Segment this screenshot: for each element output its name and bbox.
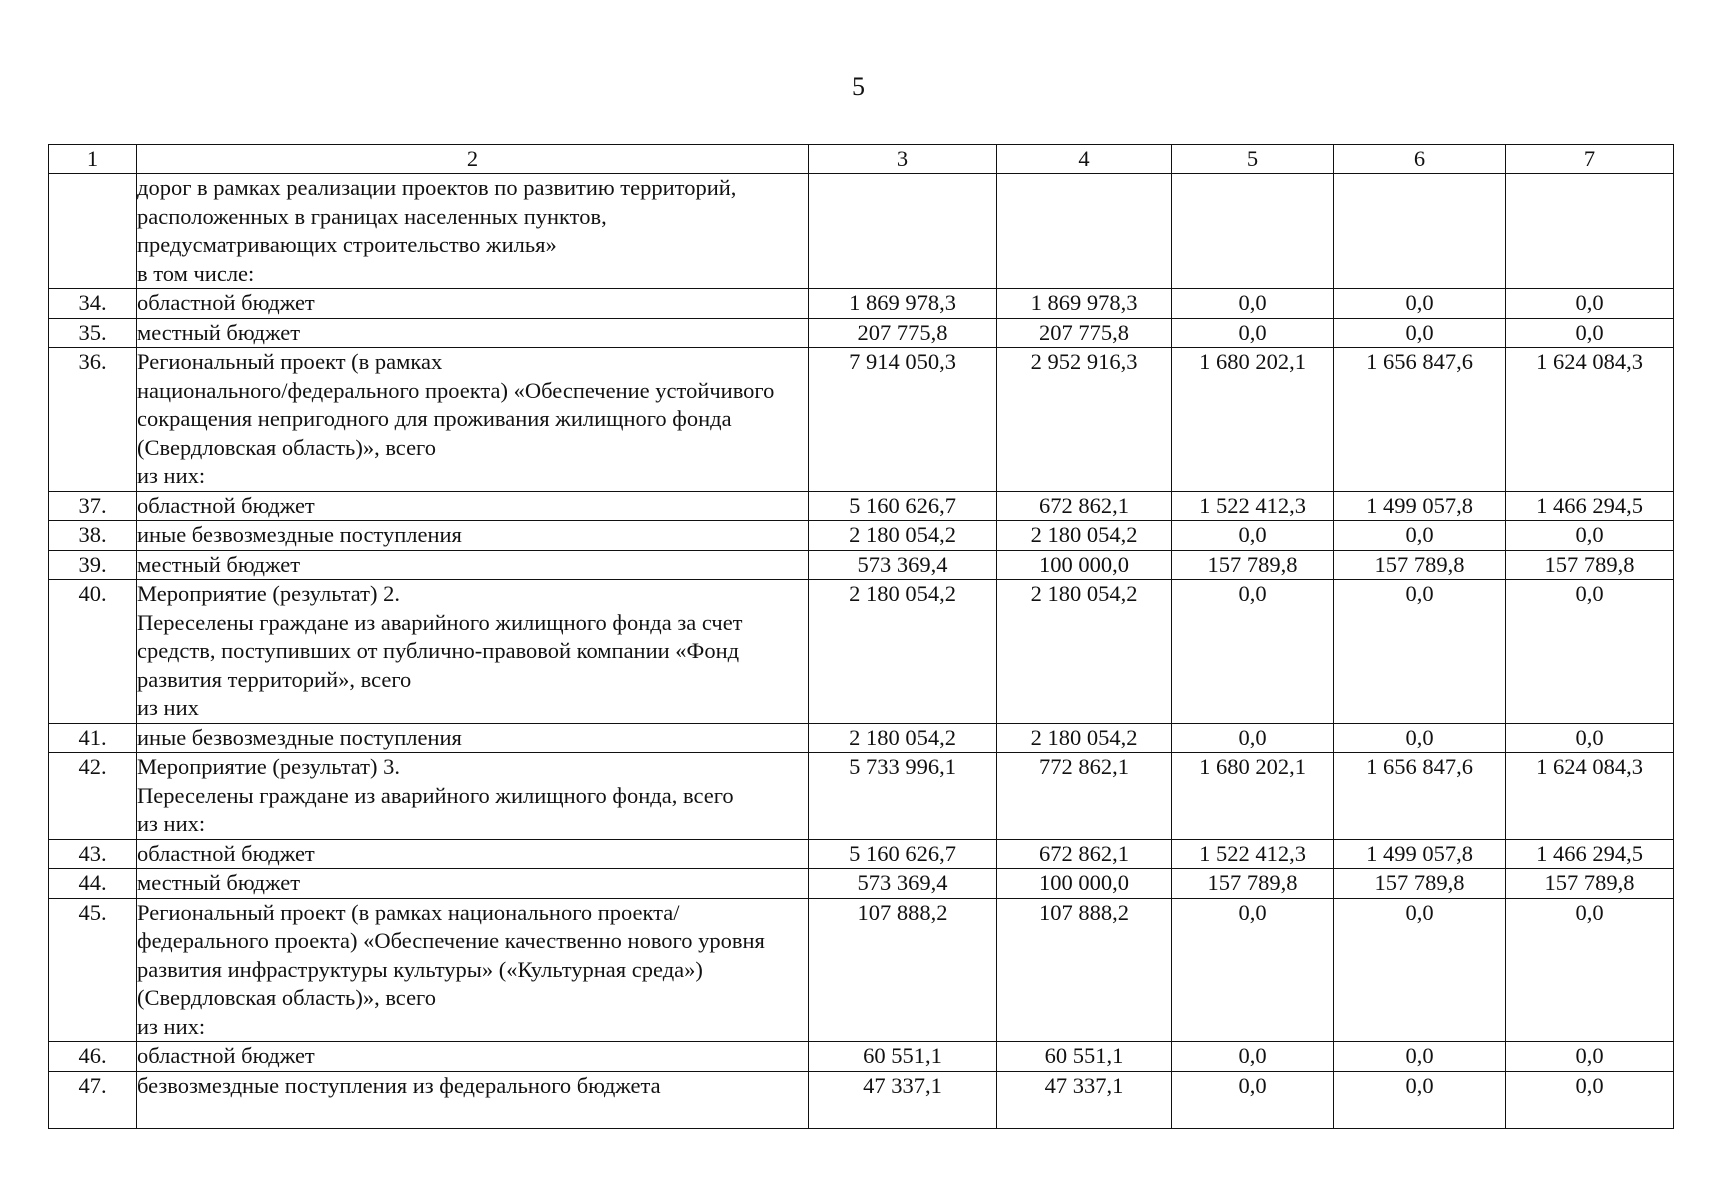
row-value-col-5: 1 680 202,1 bbox=[1172, 753, 1334, 840]
row-number: 35. bbox=[49, 318, 137, 348]
row-value-col-3: 60 551,1 bbox=[809, 1042, 997, 1072]
table-row bbox=[49, 1042, 1674, 1072]
row-value-col-4 bbox=[997, 174, 1172, 289]
row-value-col-7: 0,0 bbox=[1506, 1071, 1674, 1128]
row-value-col-6: 0,0 bbox=[1334, 898, 1506, 1042]
column-header: 3 bbox=[809, 145, 997, 174]
page-number: 5 bbox=[852, 72, 865, 101]
column-header: 6 bbox=[1334, 145, 1506, 174]
row-name: местный бюджет bbox=[137, 869, 809, 899]
row-number: 47. bbox=[49, 1071, 137, 1128]
row-value-col-5: 0,0 bbox=[1172, 723, 1334, 753]
row-value-col-3: 573 369,4 bbox=[809, 550, 997, 580]
row-value-col-3 bbox=[809, 174, 997, 289]
row-value-col-4: 47 337,1 bbox=[997, 1071, 1172, 1128]
row-value-col-5: 0,0 bbox=[1172, 289, 1334, 319]
row-number: 38. bbox=[49, 521, 137, 551]
row-name: областной бюджет bbox=[137, 491, 809, 521]
row-value-col-4: 60 551,1 bbox=[997, 1042, 1172, 1072]
row-name: Региональный проект (в рамках национального проекта/ федерального проекта) «Обеспечение качественно нового уровня развития инфраструктуры культуры» («Культурная среда») (Свердловская область)», всего из них: bbox=[137, 898, 809, 1042]
row-number: 40. bbox=[49, 580, 137, 724]
table-row bbox=[49, 1071, 1674, 1128]
table-header-row bbox=[49, 145, 1674, 174]
row-name: местный бюджет bbox=[137, 318, 809, 348]
row-number: 42. bbox=[49, 753, 137, 840]
table-row bbox=[49, 348, 1674, 492]
row-value-col-6: 0,0 bbox=[1334, 723, 1506, 753]
row-value-col-3: 5 160 626,7 bbox=[809, 839, 997, 869]
row-value-col-7: 157 789,8 bbox=[1506, 550, 1674, 580]
row-name: областной бюджет bbox=[137, 1042, 809, 1072]
row-value-col-5: 157 789,8 bbox=[1172, 550, 1334, 580]
row-value-col-6: 0,0 bbox=[1334, 318, 1506, 348]
table-row bbox=[49, 318, 1674, 348]
row-value-col-3: 5 160 626,7 bbox=[809, 491, 997, 521]
row-value-col-3: 107 888,2 bbox=[809, 898, 997, 1042]
row-value-col-7: 0,0 bbox=[1506, 521, 1674, 551]
row-value-col-3: 47 337,1 bbox=[809, 1071, 997, 1128]
row-value-col-3: 573 369,4 bbox=[809, 869, 997, 899]
row-name: дорог в рамках реализации проектов по развитию территорий, расположенных в границах населенных пунктов, предусматривающих строительство жилья» в том числе: bbox=[137, 174, 809, 289]
table-row bbox=[49, 550, 1674, 580]
row-value-col-7: 1 624 084,3 bbox=[1506, 753, 1674, 840]
table-row bbox=[49, 723, 1674, 753]
row-value-col-5: 0,0 bbox=[1172, 580, 1334, 724]
table-row bbox=[49, 869, 1674, 899]
row-value-col-4: 100 000,0 bbox=[997, 550, 1172, 580]
row-name: Региональный проект (в рамках национального/федерального проекта) «Обеспечение устойчивого сокращения непригодного для проживания жилищного фонда (Свердловская область)», всего из них: bbox=[137, 348, 809, 492]
table-row bbox=[49, 753, 1674, 840]
row-value-col-4: 107 888,2 bbox=[997, 898, 1172, 1042]
row-value-col-6: 157 789,8 bbox=[1334, 550, 1506, 580]
row-value-col-6: 0,0 bbox=[1334, 521, 1506, 551]
row-value-col-5: 1 680 202,1 bbox=[1172, 348, 1334, 492]
row-value-col-5: 157 789,8 bbox=[1172, 869, 1334, 899]
table-row bbox=[49, 521, 1674, 551]
row-value-col-4: 1 869 978,3 bbox=[997, 289, 1172, 319]
column-header: 4 bbox=[997, 145, 1172, 174]
row-value-col-5: 0,0 bbox=[1172, 1042, 1334, 1072]
row-value-col-4: 207 775,8 bbox=[997, 318, 1172, 348]
row-value-col-5: 1 522 412,3 bbox=[1172, 491, 1334, 521]
table-row bbox=[49, 174, 1674, 289]
row-number: 44. bbox=[49, 869, 137, 899]
row-number: 43. bbox=[49, 839, 137, 869]
row-value-col-3: 7 914 050,3 bbox=[809, 348, 997, 492]
row-value-col-7: 0,0 bbox=[1506, 289, 1674, 319]
table-row bbox=[49, 289, 1674, 319]
row-value-col-3: 5 733 996,1 bbox=[809, 753, 997, 840]
column-header: 5 bbox=[1172, 145, 1334, 174]
table-row bbox=[49, 898, 1674, 1042]
row-value-col-6: 1 499 057,8 bbox=[1334, 491, 1506, 521]
row-value-col-7: 1 624 084,3 bbox=[1506, 348, 1674, 492]
row-number: 46. bbox=[49, 1042, 137, 1072]
row-name: иные безвозмездные поступления bbox=[137, 521, 809, 551]
row-value-col-5: 0,0 bbox=[1172, 318, 1334, 348]
row-value-col-7: 0,0 bbox=[1506, 723, 1674, 753]
column-header: 1 bbox=[49, 145, 137, 174]
row-value-col-3: 2 180 054,2 bbox=[809, 723, 997, 753]
row-value-col-5: 0,0 bbox=[1172, 1071, 1334, 1128]
row-number: 39. bbox=[49, 550, 137, 580]
table-row bbox=[49, 839, 1674, 869]
row-number: 45. bbox=[49, 898, 137, 1042]
row-value-col-5: 0,0 bbox=[1172, 521, 1334, 551]
row-value-col-7 bbox=[1506, 174, 1674, 289]
row-value-col-7: 0,0 bbox=[1506, 580, 1674, 724]
row-number: 34. bbox=[49, 289, 137, 319]
row-value-col-4: 2 180 054,2 bbox=[997, 723, 1172, 753]
row-value-col-7: 1 466 294,5 bbox=[1506, 839, 1674, 869]
row-name: областной бюджет bbox=[137, 839, 809, 869]
row-value-col-6: 0,0 bbox=[1334, 580, 1506, 724]
row-value-col-6: 157 789,8 bbox=[1334, 869, 1506, 899]
row-name: Мероприятие (результат) 2. Переселены граждане из аварийного жилищного фонда за счет средств, поступивших от публично-правовой компании «Фонд развития территорий», всего из них bbox=[137, 580, 809, 724]
row-number: 37. bbox=[49, 491, 137, 521]
row-value-col-6: 0,0 bbox=[1334, 1042, 1506, 1072]
row-value-col-6: 1 656 847,6 bbox=[1334, 348, 1506, 492]
row-name: областной бюджет bbox=[137, 289, 809, 319]
row-value-col-3: 2 180 054,2 bbox=[809, 521, 997, 551]
row-value-col-6: 0,0 bbox=[1334, 1071, 1506, 1128]
row-value-col-4: 772 862,1 bbox=[997, 753, 1172, 840]
row-value-col-4: 2 952 916,3 bbox=[997, 348, 1172, 492]
row-value-col-6: 1 499 057,8 bbox=[1334, 839, 1506, 869]
row-name: безвозмездные поступления из федерального бюджета bbox=[137, 1071, 809, 1128]
table-row bbox=[49, 491, 1674, 521]
column-header: 7 bbox=[1506, 145, 1674, 174]
row-value-col-5 bbox=[1172, 174, 1334, 289]
row-name: местный бюджет bbox=[137, 550, 809, 580]
row-value-col-7: 0,0 bbox=[1506, 1042, 1674, 1072]
row-value-col-4: 672 862,1 bbox=[997, 839, 1172, 869]
row-value-col-4: 672 862,1 bbox=[997, 491, 1172, 521]
table-body bbox=[49, 174, 1674, 1129]
row-number: 36. bbox=[49, 348, 137, 492]
row-value-col-6: 0,0 bbox=[1334, 289, 1506, 319]
row-name: иные безвозмездные поступления bbox=[137, 723, 809, 753]
row-number: 41. bbox=[49, 723, 137, 753]
row-value-col-5: 1 522 412,3 bbox=[1172, 839, 1334, 869]
row-value-col-7: 0,0 bbox=[1506, 318, 1674, 348]
row-value-col-4: 2 180 054,2 bbox=[997, 580, 1172, 724]
row-value-col-6: 1 656 847,6 bbox=[1334, 753, 1506, 840]
budget-table bbox=[48, 144, 1674, 1129]
row-value-col-3: 207 775,8 bbox=[809, 318, 997, 348]
row-value-col-6 bbox=[1334, 174, 1506, 289]
row-value-col-3: 2 180 054,2 bbox=[809, 580, 997, 724]
row-value-col-5: 0,0 bbox=[1172, 898, 1334, 1042]
row-value-col-7: 157 789,8 bbox=[1506, 869, 1674, 899]
row-value-col-7: 1 466 294,5 bbox=[1506, 491, 1674, 521]
row-value-col-3: 1 869 978,3 bbox=[809, 289, 997, 319]
row-value-col-4: 2 180 054,2 bbox=[997, 521, 1172, 551]
column-header: 2 bbox=[137, 145, 809, 174]
table-row bbox=[49, 580, 1674, 724]
row-number bbox=[49, 174, 137, 289]
row-value-col-4: 100 000,0 bbox=[997, 869, 1172, 899]
row-name: Мероприятие (результат) 3. Переселены граждане из аварийного жилищного фонда, всего из них: bbox=[137, 753, 809, 840]
row-value-col-7: 0,0 bbox=[1506, 898, 1674, 1042]
